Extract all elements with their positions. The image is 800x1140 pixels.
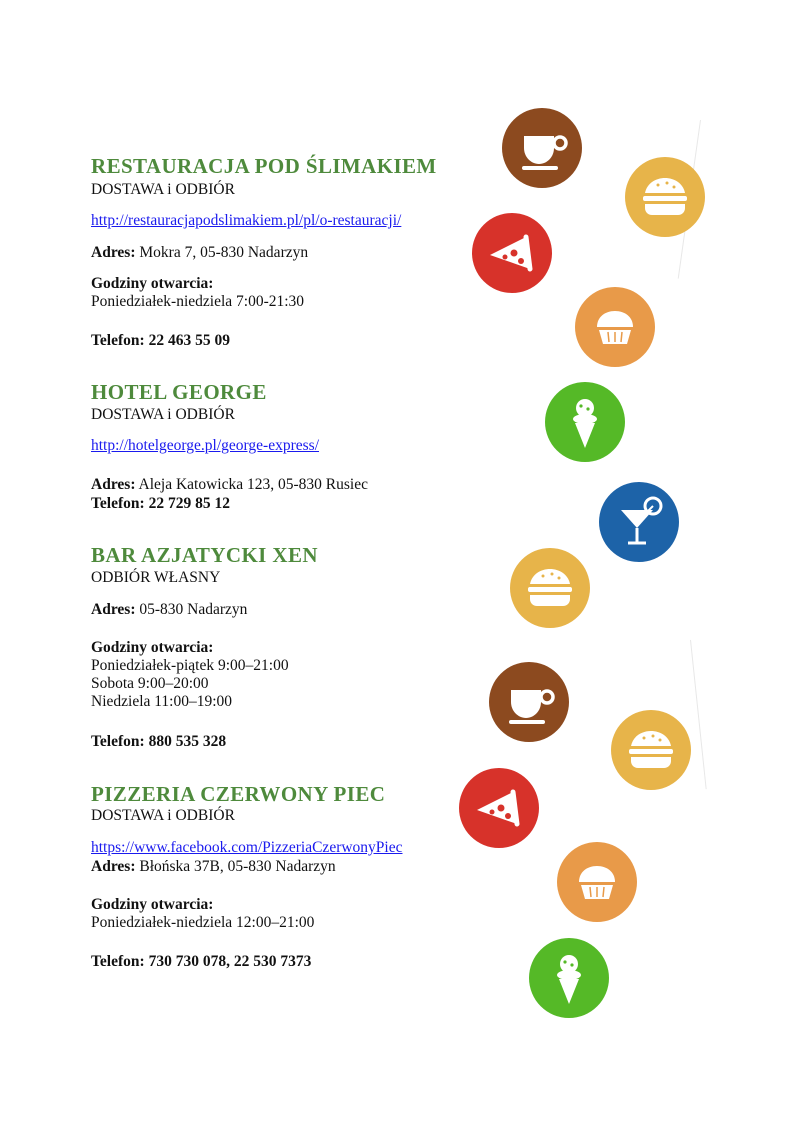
phone-label: Telefon:	[91, 495, 145, 512]
coffee-cup-icon	[489, 662, 569, 742]
address-value: Błońska 37B, 05-830 Nadarzyn	[139, 858, 336, 875]
phone-line	[91, 495, 230, 513]
phone-value: 880 535 328	[148, 733, 227, 750]
restaurant-website-link[interactable]: http://hotelgeorge.pl/george-express/	[91, 437, 319, 454]
address-value: Aleja Katowicka 123, 05-830 Rusiec	[138, 476, 368, 493]
cupcake-icon	[575, 287, 655, 367]
phone-label: Telefon:	[91, 733, 145, 750]
phone-line	[91, 332, 230, 350]
hours-label: Godziny otwarcia:	[91, 275, 214, 292]
address-line	[91, 244, 308, 262]
hours-line: Poniedziałek-niedziela 7:00-21:30	[91, 293, 305, 310]
phone-value: 730 730 078, 22 530 7373	[148, 953, 312, 970]
hours-line: Niedziela 11:00–19:00	[91, 693, 233, 710]
hours-line: Poniedziałek-piątek 9:00–21:00	[91, 657, 289, 674]
hours-line: Poniedziałek-niedziela 12:00–21:00	[91, 914, 315, 931]
address-value: 05-830 Nadarzyn	[139, 601, 248, 618]
phone-value: 22 729 85 12	[148, 495, 230, 512]
hours-block	[91, 639, 289, 711]
restaurant-name: RESTAURACJA POD ŚLIMAKIEM	[91, 154, 437, 178]
restaurant-website-link[interactable]: http://restauracjapodslimakiem.pl/pl/o-restauracji/	[91, 212, 402, 229]
phone-line	[91, 733, 226, 751]
service-type: DOSTAWA i ODBIÓR	[91, 406, 235, 423]
hours-block	[91, 896, 314, 932]
service-type: DOSTAWA i ODBIÓR	[91, 807, 235, 824]
restaurant-name: BAR AZJATYCKI XEN	[91, 543, 318, 567]
pizza-slice-icon	[472, 213, 552, 293]
ice-cream-icon	[529, 938, 609, 1018]
service-type: DOSTAWA i ODBIÓR	[91, 181, 235, 198]
burger-icon	[510, 548, 590, 628]
restaurant-website-link[interactable]: https://www.facebook.com/PizzeriaCzerwonyPiec	[91, 839, 403, 856]
service-type: ODBIÓR WŁASNY	[91, 569, 221, 586]
address-value: Mokra 7, 05-830 Nadarzyn	[139, 244, 309, 261]
address-line	[91, 476, 368, 494]
address-label: Adres:	[91, 601, 136, 618]
restaurant-name: HOTEL GEORGE	[91, 380, 267, 404]
cocktail-icon	[599, 482, 679, 562]
hours-label: Godziny otwarcia:	[91, 896, 214, 913]
hours-label: Godziny otwarcia:	[91, 639, 214, 656]
phone-value: 22 463 55 09	[148, 332, 230, 349]
hours-line: Sobota 9:00–20:00	[91, 675, 209, 692]
ice-cream-icon	[545, 382, 625, 462]
address-line	[91, 858, 336, 876]
phone-line	[91, 953, 311, 971]
pizza-slice-icon	[459, 768, 539, 848]
restaurant-name: PIZZERIA CZERWONY PIEC	[91, 782, 386, 806]
coffee-cup-icon	[502, 108, 582, 188]
phone-label: Telefon:	[91, 332, 145, 349]
burger-icon	[625, 157, 705, 237]
decorative-string	[690, 640, 707, 789]
phone-label: Telefon:	[91, 953, 145, 970]
burger-icon	[611, 710, 691, 790]
address-line	[91, 601, 247, 619]
address-label: Adres:	[91, 476, 136, 493]
address-label: Adres:	[91, 244, 136, 261]
hours-block	[91, 275, 304, 311]
address-label: Adres:	[91, 858, 136, 875]
cupcake-icon	[557, 842, 637, 922]
